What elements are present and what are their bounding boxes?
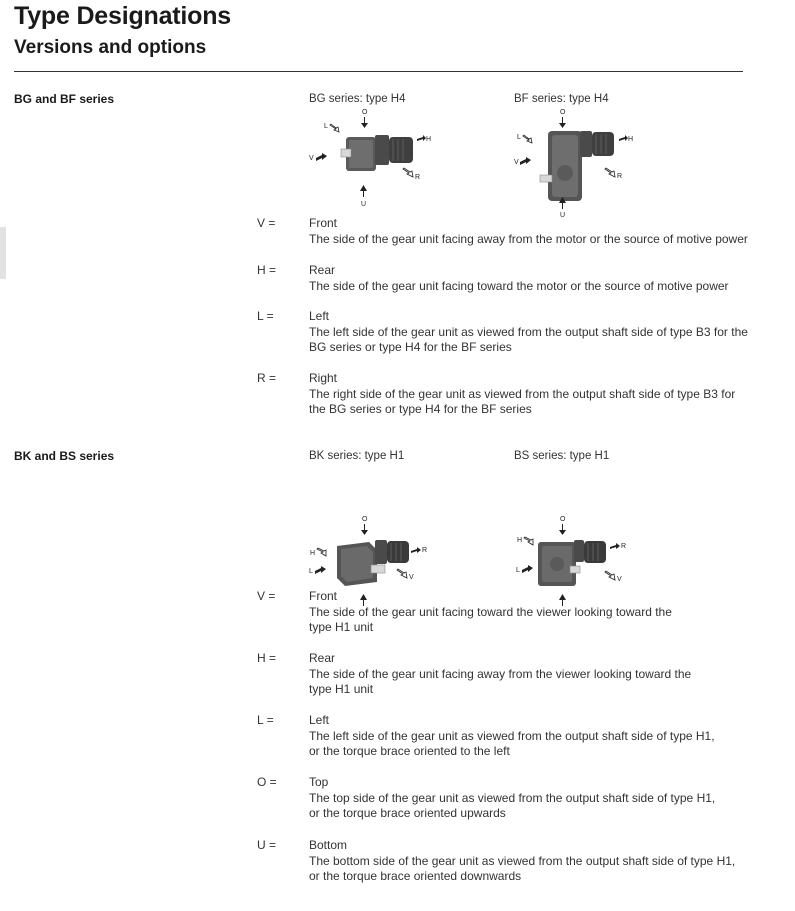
output-shaft [371,565,385,573]
arrow-r-icon [403,168,413,177]
definition-key: O = [257,775,277,789]
section-label-bk-bs: BK and BS series [14,449,115,463]
output-shaft [570,566,580,573]
bf-series-gear-unit-figure [510,105,640,220]
label-r: R [422,547,428,554]
label-u: U [560,212,566,219]
definition-term: Front [309,589,338,603]
definition-description: The top side of the gear unit as viewed from the output shaft side of type H1, or the torque brace oriented upwards [309,790,716,820]
arrow-o-icon [559,524,566,535]
figure-caption-bs: BS series: type H1 [514,450,610,462]
arrow-h-icon [417,135,426,141]
figure-caption-bg: BG series: type H4 [309,93,406,105]
bg-series-gear-unit-figure [305,105,435,210]
figure-caption-bf: BF series: type H4 [514,93,609,105]
output-shaft [540,175,552,182]
label-h: H [628,136,634,143]
definition-description: The bottom side of the gear unit as viewed from the output shaft side of type H1, or the torque brace oriented downwards [309,853,736,883]
arrow-o-icon [361,117,368,128]
arrow-v-icon [605,571,615,580]
arrow-l-icon [522,565,533,573]
arrow-v-icon [397,569,407,578]
label-h: H [517,537,523,544]
label-o: O [362,516,368,523]
arrow-l-icon [330,124,339,132]
section-label-bg-bf: BG and BF series [14,92,115,106]
label-l: L [309,568,313,575]
label-h: H [426,136,432,143]
definition-key: L = [257,713,274,727]
label-l: L [516,567,520,574]
arrow-l-icon [523,135,532,143]
definition-term: Right [309,371,338,385]
arrow-o-icon [559,117,566,128]
label-o: O [560,516,566,523]
output-shaft [341,149,351,157]
definition-term: Bottom [309,838,348,852]
arrow-o-icon [361,524,368,535]
definition-key: R = [257,371,277,385]
definition-term: Left [309,713,330,727]
motor-flange [574,540,584,562]
arrow-v-icon [316,153,327,161]
motor-flange [375,540,387,564]
label-r: R [617,173,623,180]
arrow-v-icon [520,157,531,165]
definition-key: V = [257,589,276,603]
label-v: V [309,155,314,162]
label-h: H [310,550,316,557]
motor-body [592,132,614,156]
page-edge-marker [0,227,6,279]
arrow-l-icon [315,566,326,574]
figure-caption-bk: BK series: type H1 [309,450,405,462]
label-v: V [617,576,622,583]
label-r: R [415,174,421,181]
arrow-h-icon [317,548,326,556]
arrow-r-icon [610,543,620,549]
motor-flange [580,131,592,157]
definition-key: H = [257,263,277,277]
definition-key: H = [257,651,277,665]
definition-description: The left side of the gear unit as viewed from the output shaft side of type B3 for the BG series or type H4 for the BF series [309,324,748,354]
motor-body [584,541,606,563]
definition-description: The right side of the gear unit as viewed from the output shaft side of type B3 for the BG series or type H4 for the BF series [309,386,736,416]
page-subtitle: Versions and options [14,37,207,58]
definition-description: The left side of the gear unit as viewed from the output shaft side of type H1, or the torque brace oriented to the left [309,728,715,758]
label-r: R [621,543,627,550]
label-v: V [409,574,414,581]
label-v: V [514,159,519,166]
definition-term: Top [309,775,329,789]
definition-key: U = [257,838,277,852]
definition-key: V = [257,216,276,230]
definition-term: Front [309,216,338,230]
label-l: L [324,123,328,130]
definition-description: The side of the gear unit facing toward the viewer looking toward the type H1 unit [309,604,672,634]
label-l: L [517,134,521,141]
motor-body [387,541,409,563]
arrow-h-icon [524,537,533,545]
label-o: O [362,109,368,116]
definition-term: Left [309,309,330,323]
definition-term: Rear [309,263,336,277]
definition-description: The side of the gear unit facing away from the viewer looking toward the type H1 unit [309,666,692,696]
label-u: U [361,201,367,208]
definition-description: The side of the gear unit facing toward the motor or the source of motive power [309,278,729,293]
definition-key: L = [257,309,274,323]
definition-description: The side of the gear unit facing away from the motor or the source of motive power [309,231,748,246]
title-divider [14,71,743,72]
arrow-u-icon [360,185,367,197]
definition-term: Rear [309,651,336,665]
label-o: O [560,109,566,116]
motor-flange [375,135,389,165]
arrow-r-icon [605,168,615,177]
arrow-h-icon [619,135,628,141]
page-title: Type Designations [14,2,232,30]
arrow-r-icon [411,547,421,553]
